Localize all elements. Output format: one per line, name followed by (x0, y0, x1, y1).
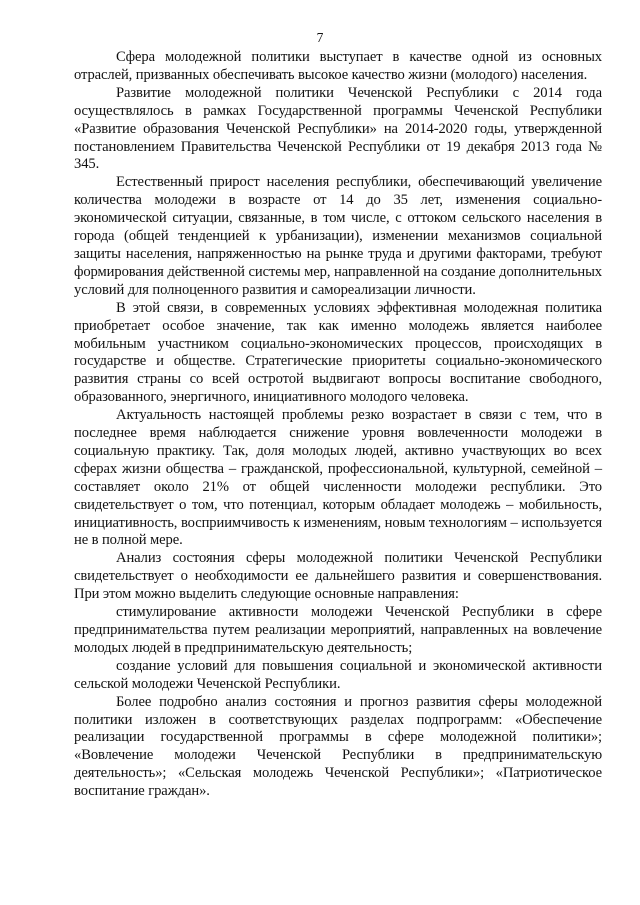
paragraph-subprograms: Более подробно анализ состояния и прогноз развития сферы молодежной политики изложен в соответствующих разделах подпрограмм: «Обеспечение реализации государственной программы в сфере молодежной политики»; «Вовлечение молодежи Чеченской Республики в предпринимательскую деятельность»; «Сельская молодежь Чеченской Республики»; «Патриотическое воспитание граждан». (74, 693, 602, 800)
paragraph-problem-relevance: Актуальность настоящей проблемы резко возрастает в связи с тем, что в последнее время наблюдается снижение уровня вовлеченности молодежи в социальную практику. Так, доля молодых людей, активно участвующих во всех сферах жизни общества – гражданской, профессиональной, культурной, семейной – составляет около 21% от общей численности молодежи республики. Это свидетельствует о том, что потенциал, которым обладает молодежь – мобильность, инициативность, восприимчивость к изменениям, новым технологиям – используется не в полной мере. (74, 407, 602, 549)
paragraph-direction-entrepreneurship: стимулирование активности молодежи Чеченской Республики в сфере предпринимательства путем реализации мероприятий, направленных на вовлечение молодых людей в предпринимательскую деятельность; (74, 604, 602, 656)
paragraph-state-program: Развитие молодежной политики Чеченской Республики с 2014 года осуществлялось в рамках Государственной программы Чеченской Республики «Развитие образования Чеченской Республики» на 2014-2020 годы, утвержденной постановлением Правительства Чеченской Республики от 19 декабря 2013 года № 345. (74, 84, 602, 173)
paragraph-analysis: Анализ состояния сферы молодежной политики Чеченской Республики свидетельствует о необходимости ее дальнейшего развития и совершенствования. При этом можно выделить следующие основные направления: (74, 550, 602, 603)
paragraph-direction-rural-youth: создание условий для повышения социальной и экономической активности сельской молодежи Чеченской Республики. (74, 657, 602, 692)
document-body (74, 49, 602, 801)
page-number: 7 (316, 30, 324, 45)
paragraph-youth-policy-sphere: Сфера молодежной политики выступает в качестве одной из основных отраслей, призванных обеспечивать высокое качество жизни (молодого) населения. (74, 49, 602, 83)
paragraph-population-growth: Естественный прирост населения республики, обеспечивающий увеличение количества молодежи в возрасте от 14 до 35 лет, изменения социально-экономической ситуации, связанные, в том числе, с оттоком сельского населения в города (общей тенденцией к урбанизации), изменении механизмов социальной защиты населения, напряженностью на рынке труда и другими факторами, требуют формирования действенной системы мер, направленной на создание дополнительных условий для полноценного развития и самореализации личности. (74, 174, 602, 298)
paragraph-effective-policy: В этой связи, в современных условиях эффективная молодежная политика приобретает особое значение, так как именно молодежь является наиболее мобильным участником социально-экономических процессов, происходящих в государстве и обществе. Стратегические приоритеты социально-экономического развития страны со всей остротой выдвигают вопросы воспитание свободного, образованного, энергичного, инициативного молодого человека. (74, 299, 602, 406)
